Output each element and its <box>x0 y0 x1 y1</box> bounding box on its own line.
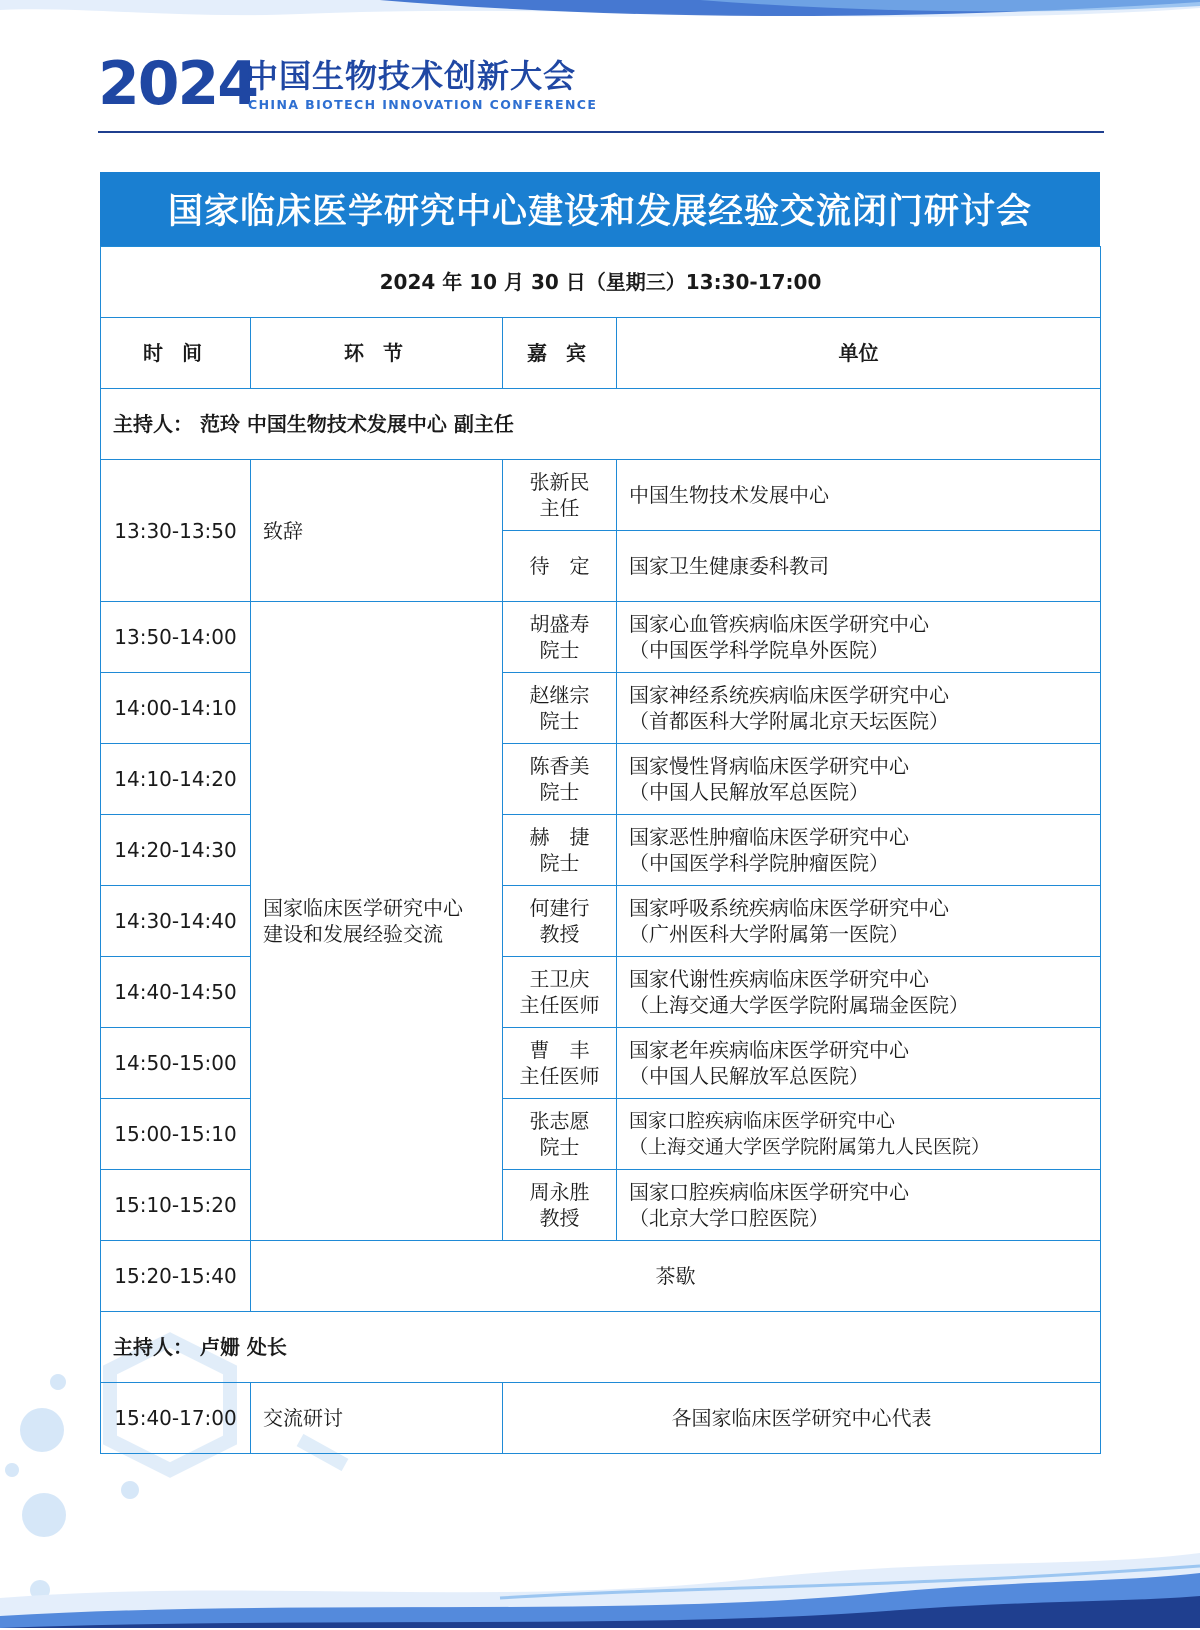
guest-title: 主任医师 <box>519 1064 600 1088</box>
org-name: 国家恶性肿瘤临床医学研究中心 <box>629 825 909 849</box>
guest-name: 赫 捷 <box>529 825 590 849</box>
org-hospital: （上海交通大学医学院附属第九人民医院） <box>629 1136 991 1158</box>
break-label: 茶歇 <box>251 1241 1101 1312</box>
col-header-org: 单位 <box>617 318 1101 389</box>
header-divider <box>98 131 1104 133</box>
time-cell: 14:30-14:40 <box>101 886 251 957</box>
time-cell: 13:30-13:50 <box>101 460 251 602</box>
guest-cell <box>503 673 617 744</box>
guest-title: 院士 <box>539 638 580 662</box>
guest-cell <box>503 1028 617 1099</box>
org-cell <box>617 1028 1101 1099</box>
org-cell <box>617 1099 1101 1170</box>
org-cell <box>617 602 1101 673</box>
org-cell <box>617 886 1101 957</box>
table-row <box>101 460 1101 531</box>
date-row <box>101 247 1101 318</box>
agenda-table-container <box>100 172 1100 1454</box>
session-title: 国家临床医学研究中心建设和发展经验交流闭门研讨会 <box>100 172 1100 246</box>
guest-name: 曹 丰 <box>529 1038 590 1062</box>
guest-name: 张志愿 <box>529 1109 590 1133</box>
guest-cell <box>503 886 617 957</box>
time-cell: 15:00-15:10 <box>101 1099 251 1170</box>
host-2: 主持人： 卢姗 处长 <box>101 1312 1101 1383</box>
time-cell: 14:00-14:10 <box>101 673 251 744</box>
time-cell: 15:20-15:40 <box>101 1241 251 1312</box>
guest-cell <box>503 744 617 815</box>
guest-title: 教授 <box>539 922 580 946</box>
guest-cell <box>503 460 617 531</box>
guest-cell <box>503 602 617 673</box>
org-cell <box>617 744 1101 815</box>
host-row <box>101 1312 1101 1383</box>
bottom-wave-decoration <box>0 1538 1200 1628</box>
segment-line: 建设和发展经验交流 <box>263 922 443 946</box>
guest-cell <box>503 1170 617 1241</box>
col-header-time: 时 间 <box>101 318 251 389</box>
guest-name: 张新民 <box>529 470 590 494</box>
org-name: 国家神经系统疾病临床医学研究中心 <box>629 683 949 707</box>
break-row <box>101 1241 1101 1312</box>
conference-header <box>98 50 1104 134</box>
guest-title: 主任 <box>539 496 580 520</box>
time-cell: 14:50-15:00 <box>101 1028 251 1099</box>
guest-title: 院士 <box>539 780 580 804</box>
time-cell: 15:10-15:20 <box>101 1170 251 1241</box>
guest-cell <box>503 1099 617 1170</box>
top-wave-decoration <box>0 0 1200 30</box>
guest-name: 陈香美 <box>529 754 590 778</box>
segment-cell: 交流研讨 <box>251 1383 503 1454</box>
guest-cell: 各国家临床医学研究中心代表 <box>503 1383 1101 1454</box>
guest-name: 周永胜 <box>529 1180 590 1204</box>
session-date: 2024 年 10 月 30 日（星期三）13:30-17:00 <box>101 247 1101 318</box>
logo-title-en: CHINA BIOTECH INNOVATION CONFERENCE <box>248 97 598 112</box>
guest-name: 赵继宗 <box>529 683 590 707</box>
time-cell: 14:40-14:50 <box>101 957 251 1028</box>
org-cell <box>617 815 1101 886</box>
org-hospital: （广州医科大学附属第一医院） <box>629 922 909 946</box>
org-cell <box>617 1170 1101 1241</box>
org-hospital: （上海交通大学医学院附属瑞金医院） <box>629 993 969 1017</box>
segment-cell: 致辞 <box>251 460 503 602</box>
logo-title-cn: 中国生物技术创新大会 <box>246 57 577 95</box>
org-name: 国家慢性肾病临床医学研究中心 <box>629 754 909 778</box>
org-hospital: （中国医学科学院肿瘤医院） <box>629 851 889 875</box>
guest-title: 院士 <box>539 709 580 733</box>
org-name: 国家心血管疾病临床医学研究中心 <box>629 612 929 636</box>
org-hospital: （中国人民解放军总医院） <box>629 1064 869 1088</box>
guest-name: 胡盛寿 <box>529 612 590 636</box>
guest-cell <box>503 957 617 1028</box>
org-cell: 国家卫生健康委科教司 <box>617 531 1101 602</box>
table-row <box>101 602 1101 673</box>
time-cell: 15:40-17:00 <box>101 1383 251 1454</box>
time-cell: 13:50-14:00 <box>101 602 251 673</box>
guest-name: 何建行 <box>529 896 590 920</box>
org-name: 国家呼吸系统疾病临床医学研究中心 <box>629 896 949 920</box>
guest-cell <box>503 815 617 886</box>
col-header-guest: 嘉 宾 <box>503 318 617 389</box>
col-header-segment: 环 节 <box>251 318 503 389</box>
guest-title: 院士 <box>539 851 580 875</box>
org-cell <box>617 673 1101 744</box>
guest-title: 院士 <box>539 1135 580 1159</box>
segment-cell <box>251 602 503 1241</box>
org-hospital: （中国人民解放军总医院） <box>629 780 869 804</box>
org-name: 国家口腔疾病临床医学研究中心 <box>629 1110 896 1132</box>
header-row <box>101 318 1101 389</box>
org-hospital: （首都医科大学附属北京天坛医院） <box>629 709 949 733</box>
table-row <box>101 1383 1101 1454</box>
logo-year: 2024 <box>98 49 257 119</box>
time-cell: 14:20-14:30 <box>101 815 251 886</box>
org-cell: 中国生物技术发展中心 <box>617 460 1101 531</box>
guest-cell: 待 定 <box>503 531 617 602</box>
org-hospital: （北京大学口腔医院） <box>629 1206 829 1230</box>
org-hospital: （中国医学科学院阜外医院） <box>629 638 889 662</box>
time-cell: 14:10-14:20 <box>101 744 251 815</box>
segment-line: 国家临床医学研究中心 <box>263 896 463 920</box>
guest-name: 王卫庆 <box>529 967 590 991</box>
org-name: 国家代谢性疾病临床医学研究中心 <box>629 967 929 991</box>
guest-title: 主任医师 <box>519 993 600 1017</box>
agenda-table <box>100 246 1101 1454</box>
org-cell <box>617 957 1101 1028</box>
host-1: 主持人： 范玲 中国生物技术发展中心 副主任 <box>101 389 1101 460</box>
org-name: 国家老年疾病临床医学研究中心 <box>629 1038 909 1062</box>
org-name: 国家口腔疾病临床医学研究中心 <box>629 1180 909 1204</box>
guest-title: 教授 <box>539 1206 580 1230</box>
host-row <box>101 389 1101 460</box>
